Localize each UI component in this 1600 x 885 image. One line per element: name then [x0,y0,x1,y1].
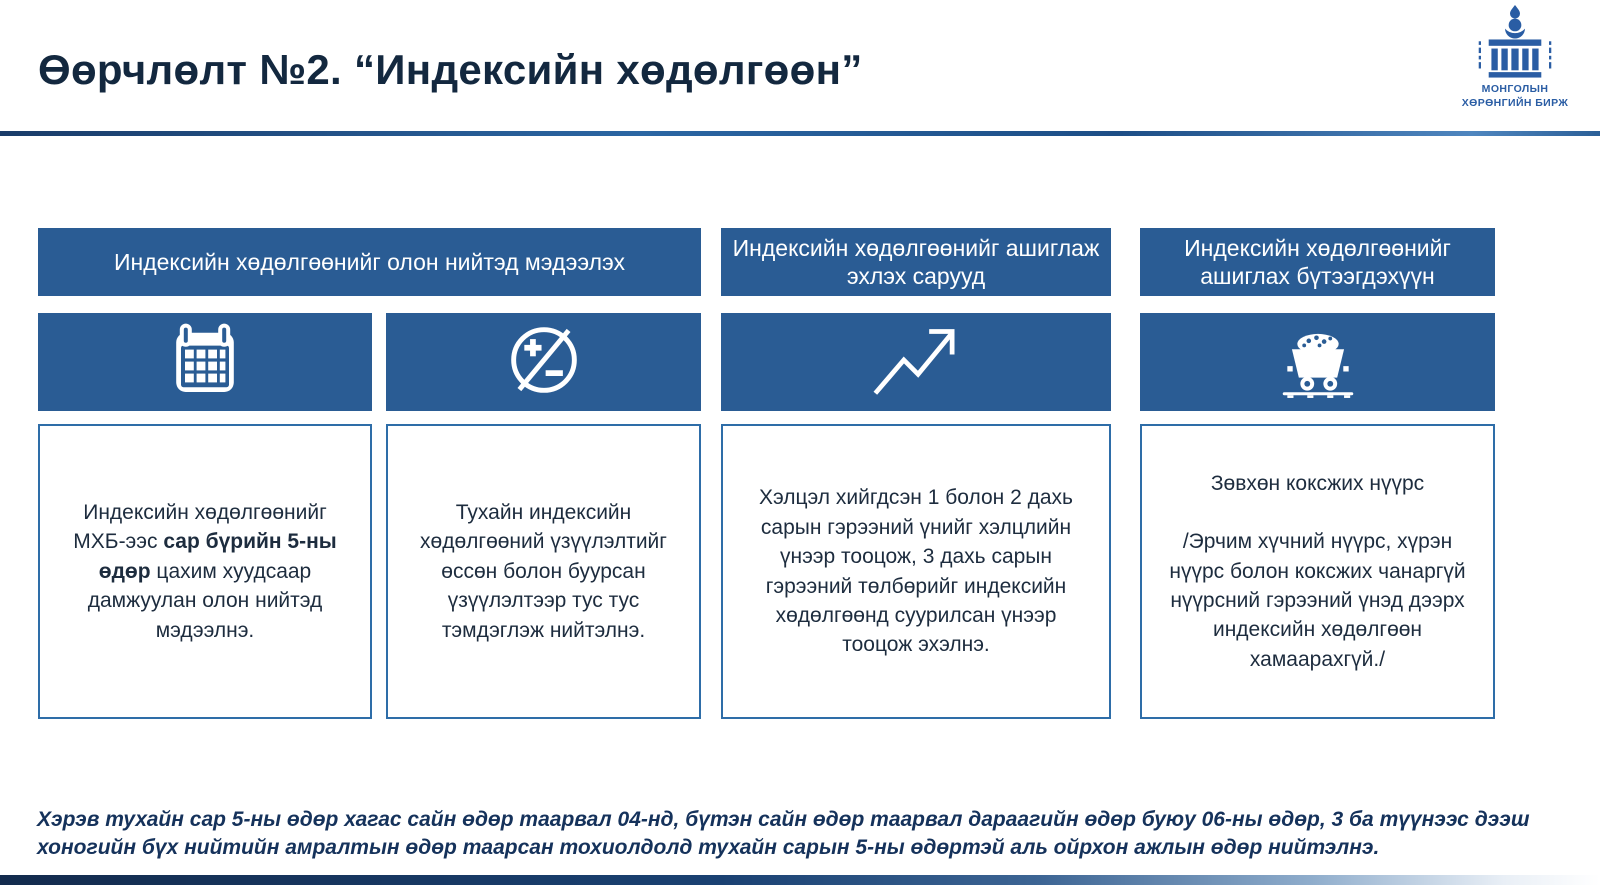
header-start-months-label: Индексийн хөдөлгөөнийг ашиглаж эхлэх сарууд [732,234,1100,289]
mse-logo-text-line2: ХӨРӨНГИЙН БИРЖ [1461,96,1569,109]
mine-cart-icon [1272,319,1364,406]
trend-up-icon [869,320,964,405]
iconbox-calendar [38,313,372,411]
iconbox-trend [721,313,1111,411]
iconbox-mine-cart [1140,313,1495,411]
mse-logo [1450,5,1580,110]
card-indicator-text: Тухайн индексийн хөдөлгөөний үзүүлэлтийг өссөн болон буурсан үзүүлэлтээр тус тус тэмдэглэж нийтэлнэ. [420,501,667,642]
card-announcement [38,424,372,719]
card-announcement-text-bold: сар бүрийн 5-ны өдөр [98,530,337,583]
header-start-months [721,228,1111,296]
mse-logo-text-line1: МОНГОЛЫН [1481,83,1549,95]
calendar-icon [165,318,245,407]
page-title: Өөрчлөлт №2. “Индексийн хөдөлгөөн” [38,46,863,93]
card-announcement-text-post: цахим хуудсаар дамжуулан олон нийтэд мэдээлнэ. [87,559,323,642]
card-announcement-text [60,498,350,645]
mse-emblem-icon [1450,5,1580,83]
header-announce [38,228,701,296]
card-pricing [721,424,1111,719]
card-products [1140,424,1495,719]
footnote: Хэрэв тухайн сар 5-ны өдөр хагас сайн өдөр таарвал 04-нд, бүтэн сайн өдөр таарвал дараагийн өдөр буюу 06-ны өдөр, 3 ба түүнээс дээш хоногийн бүх нийтийн амралтын өдөр таарсан тохиолдолд тухайн сарын 5-ны өдөртэй аль ойрхон ажлын өдөр нийтэлнэ. [37,808,1530,860]
header-products [1140,228,1495,296]
card-announcement-text-pre: Индексийн хөдөлгөөнийг МХБ-ээс [73,501,327,554]
plus-minus-icon [503,319,585,406]
card-pricing-text: Хэлцэл хийгдсэн 1 болон 2 дахь сарын гэрээний үнийг хэлцлийн үнээр тооцож, 3 дахь сарын гэрээний төлбөрийг индексийн хөдөлгөөнд суурилсан үнээр тооцож эхэлнэ. [759,486,1073,657]
iconbox-plus-minus [386,313,701,411]
card-indicator [386,424,701,719]
bottom-accent-bar [0,875,1600,885]
title-divider [0,131,1600,136]
header-announce-label: Индексийн хөдөлгөөнийг олон нийтэд мэдээлэх [113,248,626,275]
card-products-line2: /Эрчим хүчний нүүрс, хүрэн нүүрс болон коксжих чанаргүй нүүрсний гэрээний үнэд дээрх индексийн хөдөлгөөн хамаарахгүй./ [1169,530,1466,671]
card-products-line1: Зөвхөн коксжих нүүрс [1210,471,1425,495]
header-products-label: Индексийн хөдөлгөөнийг ашиглах бүтээгдэхүүн [1184,234,1451,289]
